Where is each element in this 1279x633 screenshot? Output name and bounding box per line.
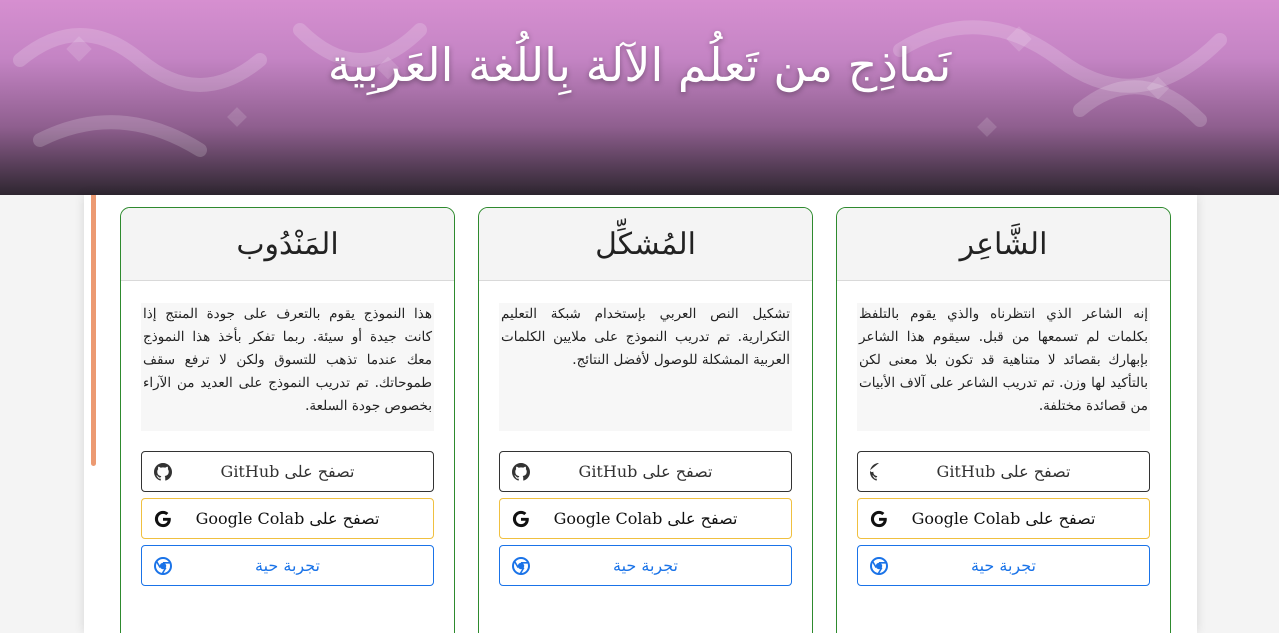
github-button[interactable] xyxy=(499,451,792,492)
card-title: الشَّاعِر xyxy=(959,226,1048,262)
colab-label: تصفح على Google Colab xyxy=(911,509,1096,528)
github-icon xyxy=(870,463,888,481)
page-title: نَماذِج من تَعلُم الآلة بِاللُغة العَربِية xyxy=(327,38,952,92)
accent-bar xyxy=(91,195,96,466)
model-card-mushakkil xyxy=(478,207,813,633)
github-icon xyxy=(154,463,172,481)
github-icon xyxy=(512,463,530,481)
colab-label: تصفح على Google Colab xyxy=(553,509,738,528)
colab-label: تصفح على Google Colab xyxy=(195,509,380,528)
model-card-mandoob xyxy=(120,207,455,633)
card-description: هذا النموذج يقوم بالتعرف على جودة المنتج إذا كانت جيدة أو سيئة. ربما تفكر بأخذ هذا النموذج معك عندما تذهب للتسوق ولكن لا ترفع سقف طموحاتك. تم تدريب النموذج على العديد من الآراء بخصوص جودة السلعة. xyxy=(141,303,434,431)
calligraphy-background xyxy=(0,0,1279,195)
colab-button[interactable] xyxy=(499,498,792,539)
github-label: تصفح على GitHub xyxy=(578,462,713,481)
card-header xyxy=(837,208,1170,281)
colab-button[interactable] xyxy=(141,498,434,539)
chrome-icon xyxy=(870,557,888,575)
card-description: تشكيل النص العربي بإستخدام شبكة التعليم التكرارية. تم تدريب النموذج على ملايين الكلمات العربية المشكلة للوصول لأفضل النتائج. xyxy=(499,303,792,431)
card-header xyxy=(479,208,812,281)
chrome-icon xyxy=(512,557,530,575)
github-label: تصفح على GitHub xyxy=(220,462,355,481)
card-title: المَنْدُوب xyxy=(236,226,339,262)
github-button[interactable] xyxy=(857,451,1150,492)
card-header xyxy=(121,208,454,281)
hero-banner xyxy=(0,0,1279,195)
chrome-icon xyxy=(154,557,172,575)
card-description: إنه الشاعر الذي انتظرناه والذي يقوم بالتلفظ بكلمات لم تسمعها من قبل. سيقوم هذا الشاعر بإبهارك بقصائد لا متناهية قد تكون بلا معنى لكن بالتأكيد لها وزن. تم تدريب الشاعر على آلاف الأبيات من قصائدة مختلفة. xyxy=(857,303,1150,431)
model-card-shaer xyxy=(836,207,1171,633)
live-demo-button[interactable] xyxy=(857,545,1150,586)
card-title: المُشكِّل xyxy=(595,226,696,262)
live-demo-button[interactable] xyxy=(141,545,434,586)
google-icon xyxy=(154,510,172,528)
github-label: تصفح على GitHub xyxy=(936,462,1071,481)
google-icon xyxy=(870,510,888,528)
github-button[interactable] xyxy=(141,451,434,492)
live-demo-label: تجربة حية xyxy=(612,556,679,575)
live-demo-label: تجربة حية xyxy=(254,556,321,575)
google-icon xyxy=(512,510,530,528)
live-demo-label: تجربة حية xyxy=(970,556,1037,575)
live-demo-button[interactable] xyxy=(499,545,792,586)
colab-button[interactable] xyxy=(857,498,1150,539)
